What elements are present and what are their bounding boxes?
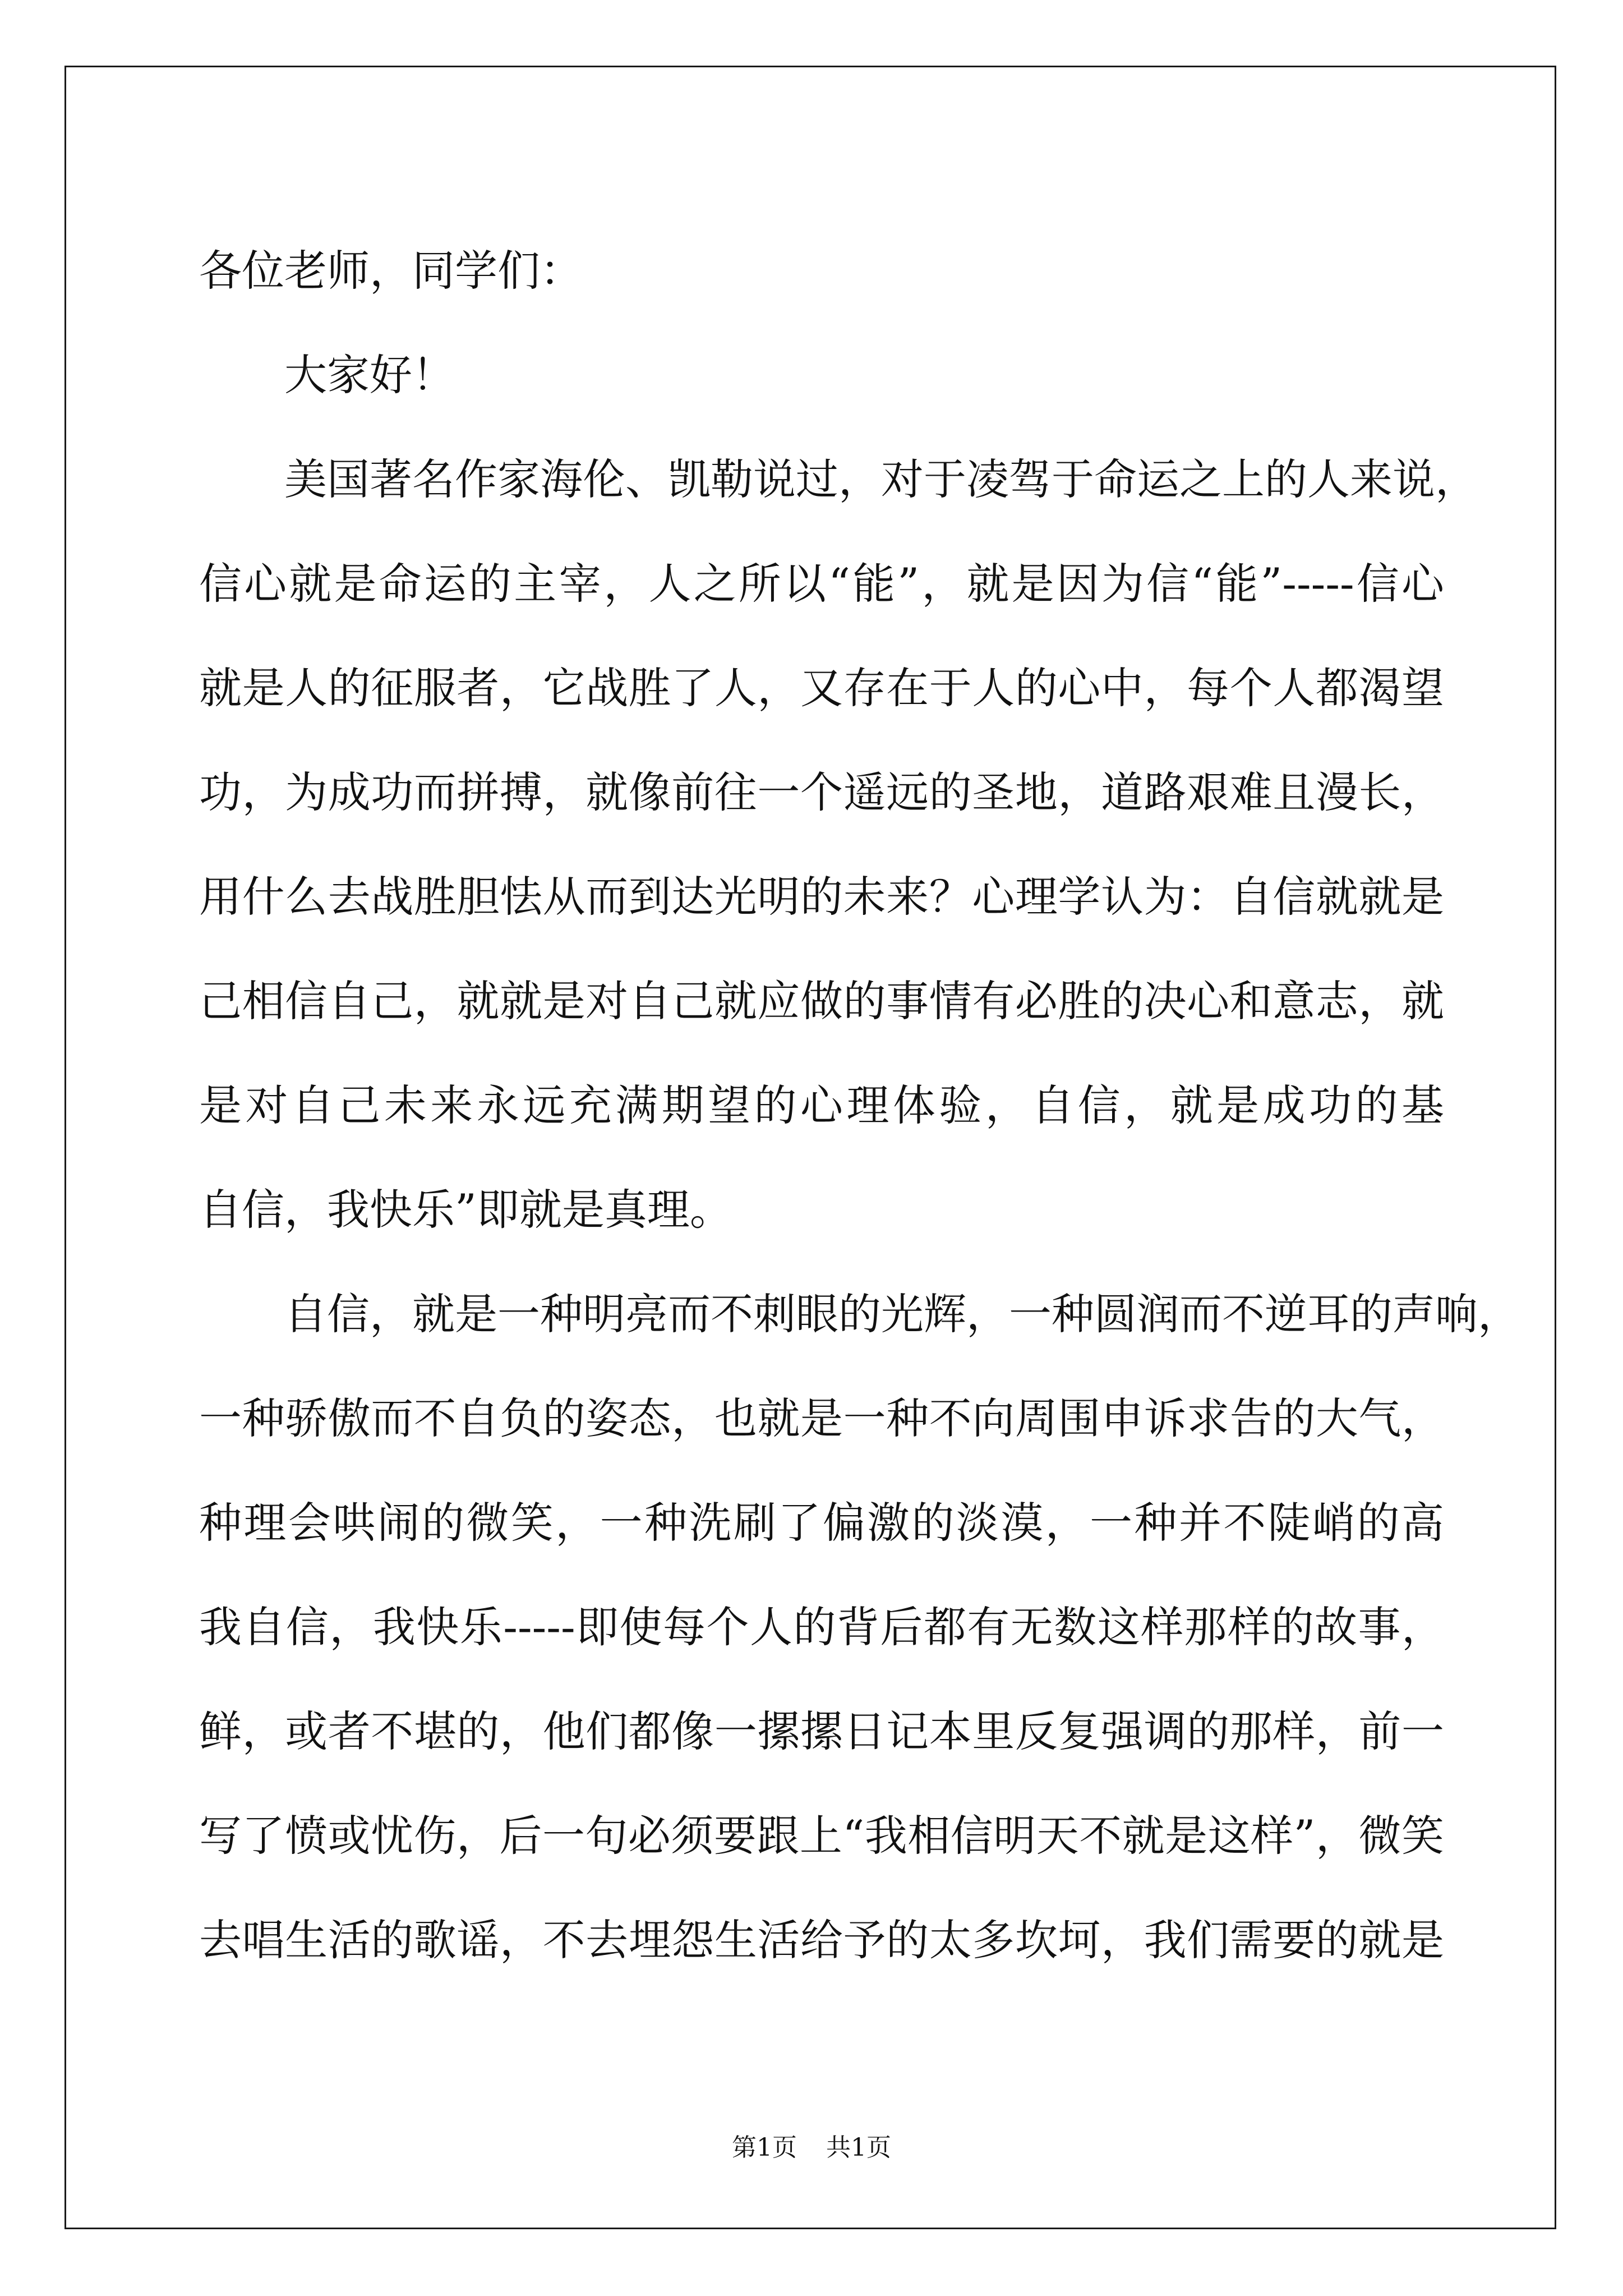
paragraph-line: 一种骄傲而不自负的姿态，也就是一种不向周围申诉求告的大气， <box>199 1393 1444 1443</box>
paragraph-line: 写了愤或忧伤，后一句必须要跟上“我相信明天不就是这样”，微笑 <box>199 1811 1444 1861</box>
paragraph-line: 用什么去战胜胆怯从而到达光明的未来？心理学认为：自信就就是 <box>199 872 1444 922</box>
paragraph-line: 自信，就是一种明亮而不刺眼的光辉，一种圆润而不逆耳的声响， <box>284 1289 1520 1339</box>
paragraph-line: 己相信自己，就就是对自己就应做的事情有必胜的决心和意志，就 <box>199 976 1444 1026</box>
paragraph-line: 种理会哄闹的微笑，一种洗刷了偏激的淡漠，一种并不陡峭的高 <box>199 1498 1444 1548</box>
document-body <box>199 219 1520 1993</box>
paragraph-2 <box>199 1262 1520 1993</box>
paragraph-line: 自信，我快乐”即就是真理。 <box>199 1185 732 1235</box>
salutation: 各位老师，同学们： <box>199 246 583 296</box>
paragraph-line: 信心就是命运的主宰，人之所以“能”，就是因为信“能”-----信心 <box>199 559 1444 609</box>
paragraph-line: 鲜，或者不堪的，他们都像一摞摞日记本里反复强调的那样，前一 <box>199 1706 1444 1756</box>
paragraph-line: 去唱生活的歌谣，不去埋怨生活给予的太多坎坷，我们需要的就是 <box>199 1915 1444 1965</box>
greeting: 大家好！ <box>284 350 455 400</box>
paragraph-line: 我自信，我快乐-----即使每个人的背后都有无数这样那样的故事， <box>199 1602 1444 1652</box>
page-number: 第1页 <box>732 2133 797 2162</box>
page-footer <box>0 2127 1623 2163</box>
page-total: 共1页 <box>826 2133 891 2162</box>
paragraph-line: 美国著名作家海伦、凯勒说过，对于凌驾于命运之上的人来说， <box>284 454 1478 504</box>
paragraph-1 <box>199 427 1478 1262</box>
paragraph-line: 是对自己未来永远充满期望的心理体验，自信，就是成功的基 <box>199 1080 1444 1130</box>
paragraph-line: 就是人的征服者，它战胜了人，又存在于人的心中，每个人都渴望 <box>199 663 1444 713</box>
paragraph-line: 功，为成功而拼搏，就像前往一个遥远的圣地，道路艰难且漫长， <box>199 767 1444 817</box>
